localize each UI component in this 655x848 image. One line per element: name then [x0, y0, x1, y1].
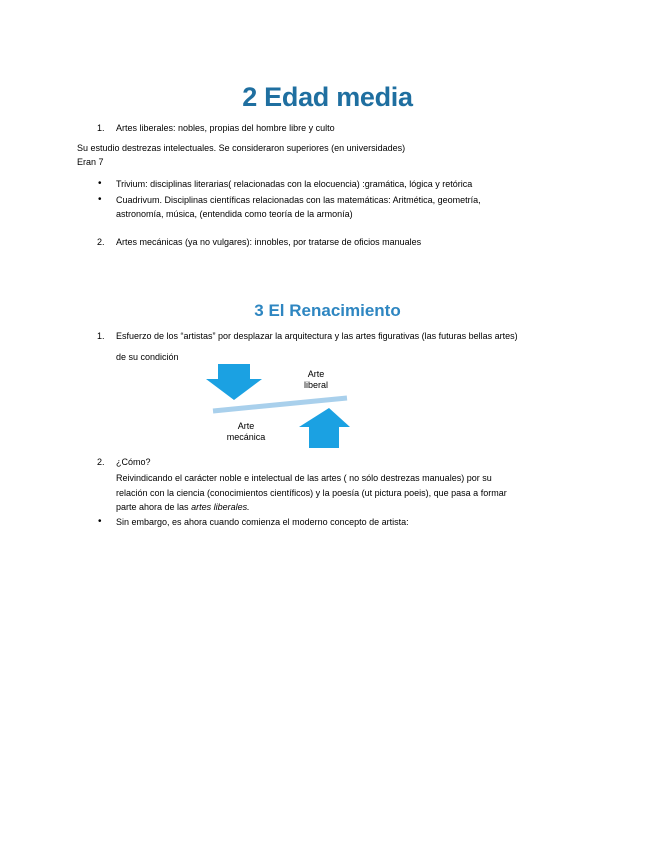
label-line: mecánica — [226, 432, 266, 442]
list-item-como: ¿Cómo? — [116, 457, 151, 467]
label-line: liberal — [303, 380, 328, 390]
list-number: 1. — [97, 331, 105, 341]
bullet-item-cuadrivum: Cuadrivum. Disciplinas científicas relacionadas con las matemáticas: Aritmética, geometría, — [116, 195, 481, 205]
bullet-item-trivium: Trivium: disciplinas literarias( relacionadas con la elocuencia) :gramática, lógica y retórica — [116, 179, 473, 189]
list-item-esfuerzo-cont: de su condición — [116, 352, 179, 362]
text-plain: parte ahora de las — [116, 502, 192, 512]
paragraph-line: Su estudio destrezas intelectuales. Se consideraron superiores (en universidades) — [77, 143, 406, 153]
bullet-item-sin-embargo: Sin embargo, es ahora cuando comienza el moderno concepto de artista: — [116, 517, 409, 527]
list-number: 1. — [97, 123, 105, 133]
label-line: Arte — [307, 369, 325, 379]
bullet-item-cuadrivum-cont: astronomía, música, (entendida como teoría de la armonía) — [116, 209, 353, 219]
label-arte-liberal — [296, 369, 336, 391]
heading-edad-media: 2 Edad media — [242, 82, 413, 112]
list-number: 2. — [97, 457, 105, 467]
up-arrow-icon — [299, 408, 350, 448]
list-item-artes-liberales: Artes liberales: nobles, propias del hombre libre y culto — [116, 123, 335, 133]
bullet-marker: • — [98, 194, 102, 205]
list-item-esfuerzo: Esfuerzo de los “artistas” por desplazar la arquitectura y las artes figurativas (las futuras bellas artes) — [116, 331, 518, 341]
label-line: Arte — [237, 421, 255, 431]
text-italic: artes liberales. — [191, 502, 250, 512]
label-arte-mecanica — [218, 421, 274, 443]
list-item-artes-mecanicas: Artes mecánicas (ya no vulgares): innobles, por tratarse de oficios manuales — [116, 237, 422, 247]
list-item-como-line: Reivindicando el carácter noble e intelectual de las artes ( no sólo destrezas manuales) por su — [116, 473, 492, 483]
list-number: 2. — [97, 237, 105, 247]
heading-renacimiento: 3 El Renacimiento — [254, 301, 401, 320]
down-arrow-icon — [206, 364, 262, 400]
list-item-como-line — [116, 500, 250, 514]
bullet-marker: • — [98, 178, 102, 189]
paragraph-line: Eran 7 — [77, 157, 104, 167]
bullet-marker: • — [98, 516, 102, 527]
balance-beam — [213, 398, 347, 411]
list-item-como-line: relación con la ciencia (conocimientos científicos) y la poesía (ut pictura poeis), que pasa a formar — [116, 488, 507, 498]
